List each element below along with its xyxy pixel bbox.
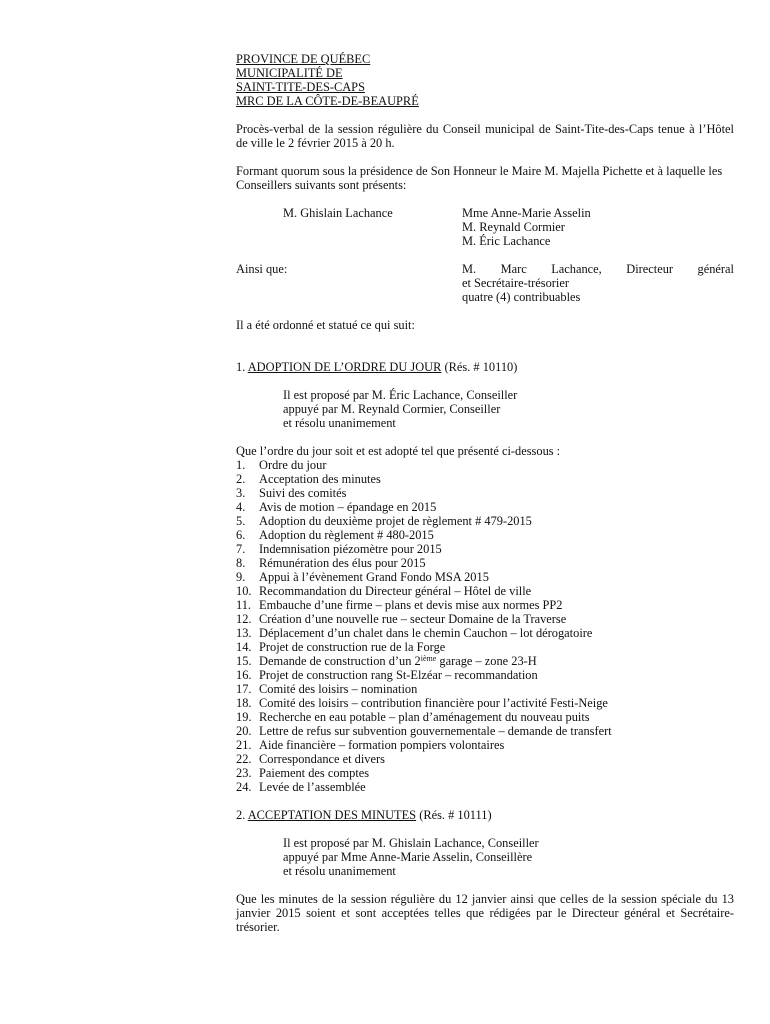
agenda-item: 18. Comité des loisirs – contribution financière pour l’activité Festi-Neige [236,696,608,710]
agenda-item: 21. Aide financière – formation pompiers volontaires [236,738,505,752]
also-label: Ainsi que: [236,262,288,276]
ordered-statement: Il a été ordonné et statué ce qui suit: [236,318,415,332]
section-2-heading [236,808,734,822]
section-1-heading [236,360,734,374]
agenda-item: 22. Correspondance et divers [236,752,385,766]
section-1-resolved: et résolu unanimement [283,416,396,430]
agenda-item: 23. Paiement des comptes [236,766,370,780]
agenda-item: 17. Comité des loisirs – nomination [236,682,418,696]
agenda-item: 11. Embauche d’une firme – plans et devis mise aux normes PP2 [236,598,563,612]
agenda-item: 16. Projet de construction rang St-Elzéar – recommandation [236,668,538,682]
agenda-item: 7. Indemnisation piézomètre pour 2015 [236,542,442,556]
section-2-seconder: appuyé par Mme Anne-Marie Asselin, Conseillère [283,850,533,864]
section-1-seconder: appuyé par M. Reynald Cormier, Conseiller [283,402,501,416]
section-1-proposer: Il est proposé par M. Éric Lachance, Conseiller [283,388,518,402]
section-2-proposer: Il est proposé par M. Ghislain Lachance, Conseiller [283,836,539,850]
intro-paragraph: Procès-verbal de la session régulière du Conseil municipal de Saint-Tite-des-Caps tenue à l’Hôtel de ville le 2 février 2015 à 20 h. [236,122,734,150]
section-1-number: 1. [236,360,246,374]
present-list [236,206,734,248]
agenda-list [236,458,734,794]
section-2-title: ACCEPTATION DES MINUTES [247,808,417,822]
agenda-item: 5. Adoption du deuxième projet de règlement # 479-2015 [236,514,532,528]
section-2-statement: Que les minutes de la session régulière du 12 janvier ainsi que celles de la session spéciale du 13 janvier 2015 soient et sont acceptées telles que rédigées par le Directeur général et Secrétaire-trésorier. [236,892,734,934]
also-line-1: M. Marc Lachance, Directeur général [462,262,734,276]
section-2-number: 2. [236,808,246,822]
document-page [236,52,734,934]
header-province: PROVINCE DE QUÉBEC [236,52,371,66]
present-left: M. Ghislain Lachance [283,206,393,220]
agenda-item: 1. Ordre du jour [236,458,327,472]
section-1-resolution: (Rés. # 10110) [444,360,518,374]
agenda-item: 8. Rémunération des élus pour 2015 [236,556,426,570]
present-right-3: M. Éric Lachance [462,234,551,248]
agenda-item: 4. Avis de motion – épandage en 2015 [236,500,437,514]
agenda-item: 9. Appui à l’évènement Grand Fondo MSA 2015 [236,570,489,584]
agenda-item: 19. Recherche en eau potable – plan d’aménagement du nouveau puits [236,710,590,724]
present-right-1: Mme Anne-Marie Asselin [462,206,591,220]
section-2-resolved: et résolu unanimement [283,864,396,878]
section-1-motion [236,388,734,430]
header-mrc: MRC DE LA CÔTE-DE-BEAUPRÉ [236,94,419,108]
section-2-resolution: (Rés. # 10111) [419,808,492,822]
agenda-item: 15. Demande de construction d’un 2ième garage – zone 23-H [236,654,537,668]
agenda-item: 13. Déplacement d’un chalet dans le chemin Cauchon – lot dérogatoire [236,626,593,640]
document-header [236,52,734,108]
section-1-statement: Que l’ordre du jour soit et est adopté tel que présenté ci-dessous : [236,444,561,458]
header-town: SAINT-TITE-DES-CAPS [236,80,365,94]
agenda-item: 10. Recommandation du Directeur général – Hôtel de ville [236,584,532,598]
agenda-item: 24. Levée de l’assemblée [236,780,366,794]
present-right-2: M. Reynald Cormier [462,220,565,234]
agenda-item: 6. Adoption du règlement # 480-2015 [236,528,434,542]
agenda-item: 2. Acceptation des minutes [236,472,381,486]
section-1-title: ADOPTION DE L’ORDRE DU JOUR [247,360,442,374]
agenda-item: 20. Lettre de refus sur subvention gouvernementale – demande de transfert [236,724,612,738]
also-present [236,262,734,304]
also-line-3: quatre (4) contribuables [462,290,581,304]
quorum-paragraph: Formant quorum sous la présidence de Son Honneur le Maire M. Majella Pichette et à laquelle les Conseillers suivants sont présents: [236,164,723,192]
also-line-2: et Secrétaire-trésorier [462,276,569,290]
agenda-item: 14. Projet de construction rue de la Forge [236,640,446,654]
agenda-item: 3. Suivi des comités [236,486,347,500]
agenda-item: 12. Création d’une nouvelle rue – secteur Domaine de la Traverse [236,612,567,626]
section-2-motion [236,836,734,878]
header-municipality: MUNICIPALITÉ DE [236,66,343,80]
